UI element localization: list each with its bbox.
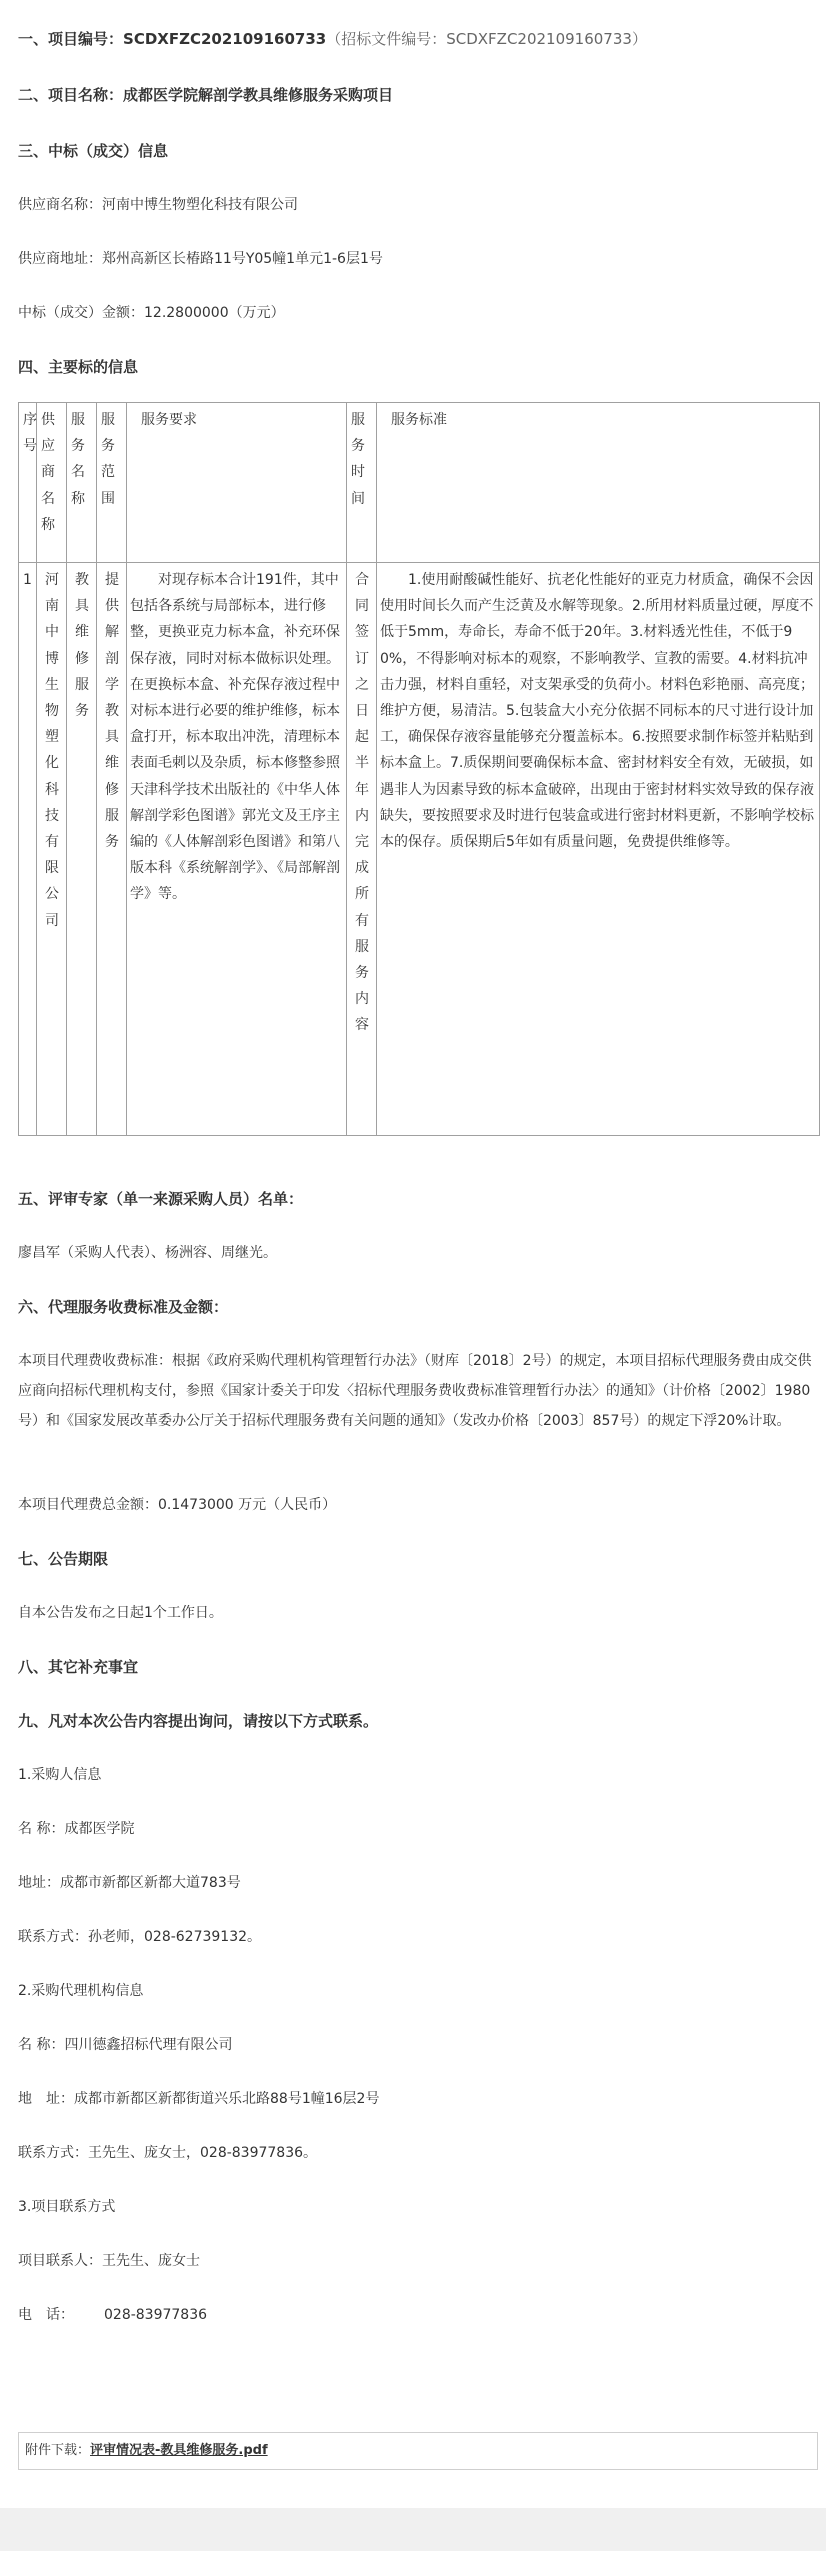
- section-5-heading: 五、评审专家（单一来源采购人员）名单：: [18, 1190, 304, 1208]
- section-2-heading: 二、项目名称：成都医学院解剖学教具维修服务采购项目: [18, 86, 394, 104]
- attachment-download-link[interactable]: 评审情况表-教具维修服务.pdf: [90, 2443, 268, 2458]
- cell-service-time: 合同签订之日起半年内完成所有服务内容: [347, 563, 377, 1136]
- cell-supplier: 河南中博生物塑化科技有限公司: [37, 563, 67, 1136]
- notice-period: 自本公告发布之日起1个工作日。: [18, 1605, 223, 1621]
- agent-address: 地 址：成都市新都区新都街道兴乐北路88号1幢16层2号: [18, 2091, 380, 2107]
- section-9-heading: 九、凡对本次公告内容提出询问，请按以下方式联系。: [18, 1712, 379, 1730]
- section-3-heading: 三、中标（成交）信息: [18, 142, 169, 160]
- agent-info-heading: 2.采购代理机构信息: [18, 1983, 144, 1999]
- buyer-name: 名 称：成都医学院: [18, 1821, 135, 1837]
- supplier-address: 供应商地址：郑州高新区长椿路11号Y05幢1单元1-6层1号: [18, 251, 383, 267]
- header-supplier: 供应商名称: [37, 403, 67, 563]
- tender-file-number: （招标文件编号：SCDXFZC202109160733）: [326, 30, 647, 48]
- project-phone-line: [18, 2304, 207, 2326]
- header-service-scope: 服务范围: [97, 403, 127, 563]
- buyer-address: 地址：成都市新都区新都大道783号: [18, 1875, 241, 1891]
- cell-no: 1: [19, 563, 37, 1136]
- cell-service-scope: 提供解剖学教具维修服务: [97, 563, 127, 1136]
- section-1-title: 一、项目编号：: [18, 30, 124, 48]
- project-contact-person: 项目联系人：王先生、庞女士: [18, 2253, 200, 2269]
- cell-service-requirement: 对现存标本合计191件，其中包括各系统与局部标本，进行修整，更换亚克力标本盒，补充环保保存液，同时对标本做标识处理。在更换标本盒、补充保存液过程中对标本进行必要的维护维修，标本盒打开，标本取出冲洗，清理标本表面毛刺以及杂质，标本修整参照天津科学技术出版社的《中华人体解剖学彩色图谱》郭光文及王序主编的《人体解剖彩色图谱》和第八版本科《系统解剖学》、《局部解剖学》等。: [127, 563, 347, 1136]
- cell-service-name: 教具维修服务: [67, 563, 97, 1136]
- agency-fee-total: 本项目代理费总金额：0.1473000 万元（人民币）: [18, 1497, 337, 1513]
- section-4-heading: 四、主要标的信息: [18, 358, 139, 376]
- header-service-time: 服务时间: [347, 403, 377, 563]
- table-header-row: [19, 403, 820, 563]
- review-experts: 廖昌军（采购人代表）、杨洲容、周继光。: [18, 1245, 277, 1261]
- section-8-heading: 八、其它补充事宜: [18, 1658, 139, 1676]
- buyer-contact: 联系方式：孙老师，028-62739132。: [18, 1929, 262, 1945]
- project-number: SCDXFZC202109160733: [123, 30, 327, 48]
- attachment-label: 附件下载：: [25, 2443, 91, 2458]
- agent-contact: 联系方式：王先生、庞女士，028-83977836。: [18, 2145, 318, 2161]
- section-6-heading: 六、代理服务收费标准及金额：: [18, 1298, 229, 1316]
- cell-service-standard: 1.使用耐酸碱性能好、抗老化性能好的亚克力材质盒，确保不会因使用时间长久而产生泛黄及水解等现象。2.所用材料质量过硬，厚度不低于5mm，寿命长，寿命不低于20年。3.材料透光性佳，不低于90%，不得影响对标本的观察，不影响教学、宣教的需要。4.材料抗冲击力强，材料自重轻，对支架承受的负荷小。材料色彩艳丽、高亮度；维护方便，易清洁。5.包装盒大小充分依据不同标本的尺寸进行设计加工，确保保存液容量能够充分覆盖标本。6.按照要求制作标签并粘贴到标本盒上。7.质保期间要确保标本盒、密封材料安全有效，无破损，如遇非人为因素导致的标本盒破碎，出现由于密封材料实效导致的保存液缺失，要按照要求及时进行包装盒或进行密封材料更新，不影响学校标本的保存。质保期后5年如有质量问题，免费提供维修等。: [377, 563, 820, 1136]
- attachment-box: [18, 2432, 818, 2470]
- supplier-name: 供应商名称：河南中博生物塑化科技有限公司: [18, 197, 298, 213]
- header-service-standard: 服务标准: [377, 403, 820, 563]
- subject-info-table: [18, 402, 820, 1136]
- project-contact-heading: 3.项目联系方式: [18, 2199, 116, 2215]
- page-footer: [0, 2508, 826, 2551]
- header-service-name: 服务名称: [67, 403, 97, 563]
- section-7-heading: 七、公告期限: [18, 1550, 109, 1568]
- header-no: 序号: [19, 403, 37, 563]
- agency-fee-standard: 本项目代理费收费标准：根据《政府采购代理机构管理暂行办法》（财库〔2018〕2号）的规定，本项目招标代理服务费由成交供应商向招标代理机构支付，参照《国家计委关于印发〈招标代理服务费收费标准管理暂行办法〉的通知》（计价格〔2002〕1980号）和《国家发展改革委办公厅关于招标代理服务费有关问题的通知》（发改办价格〔2003〕857号）的规定下浮20%计取。: [18, 1353, 812, 1429]
- section-1-heading: [18, 28, 647, 50]
- phone-label: 电 话：: [18, 2307, 74, 2323]
- award-amount: 中标（成交）金额：12.2800000（万元）: [18, 305, 285, 321]
- phone-number: 028-83977836: [104, 2307, 208, 2323]
- agent-name: 名 称：四川德鑫招标代理有限公司: [18, 2037, 233, 2053]
- header-service-requirement: 服务要求: [127, 403, 347, 563]
- buyer-info-heading: 1.采购人信息: [18, 1767, 102, 1783]
- table-row: [19, 563, 820, 1136]
